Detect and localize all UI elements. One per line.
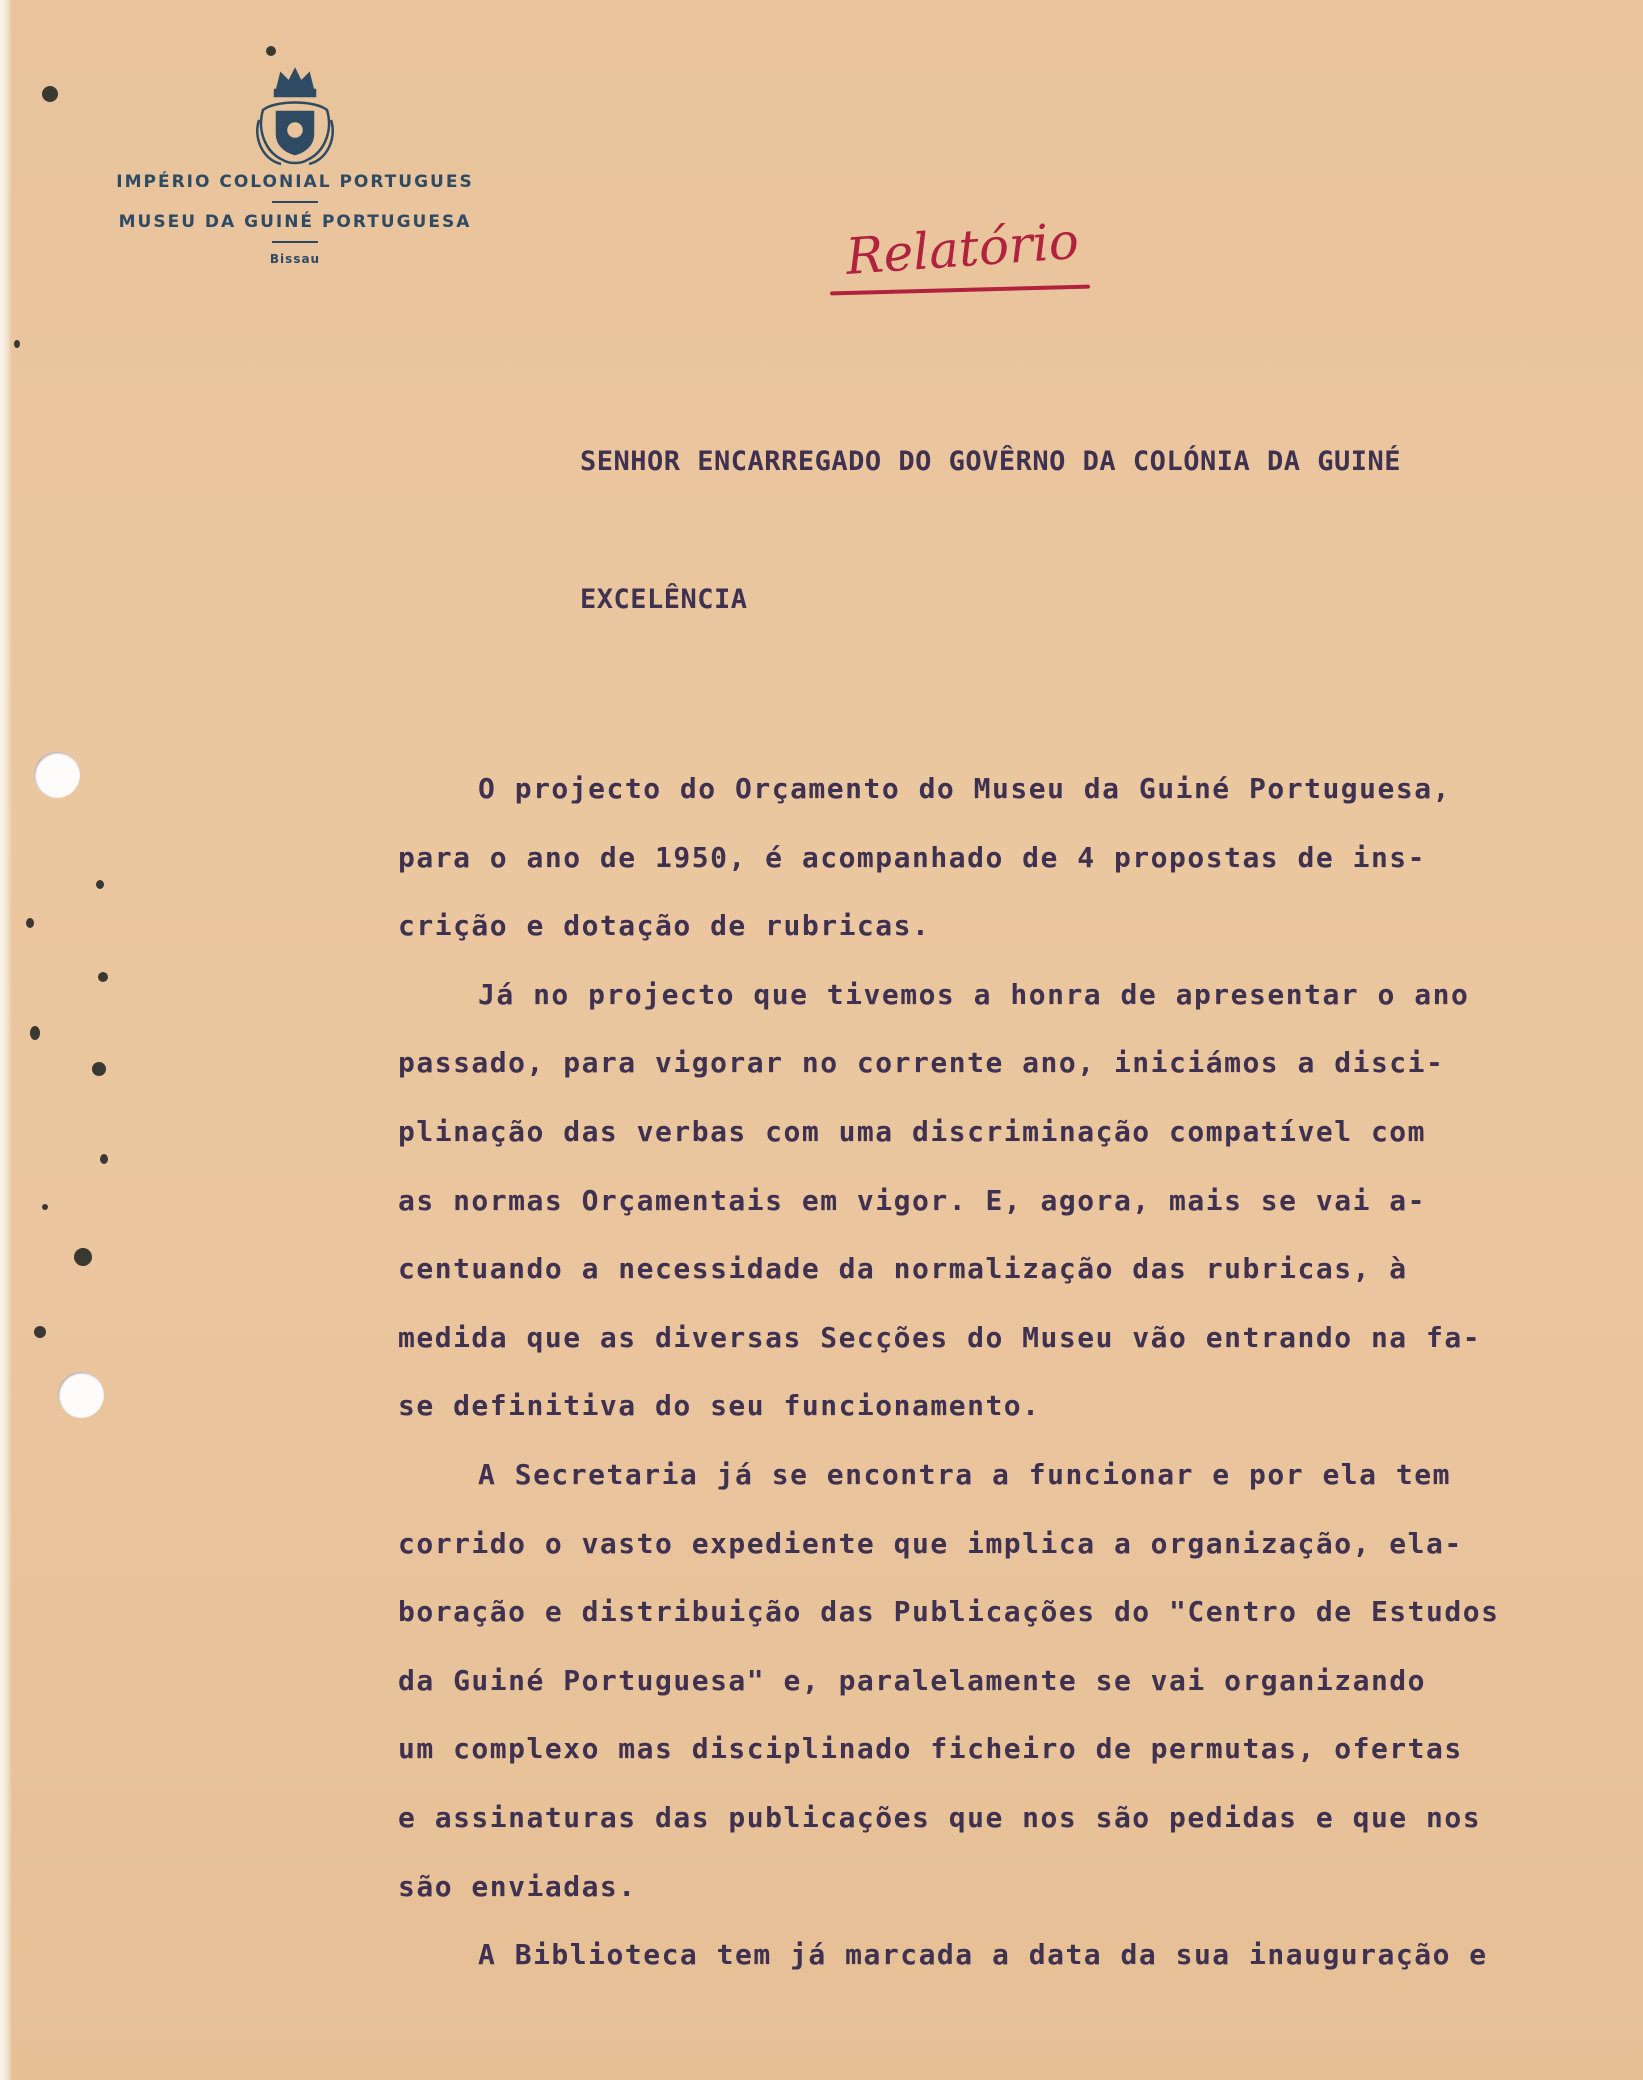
ink-spot	[26, 918, 34, 928]
ink-spot	[98, 972, 108, 982]
body-line: um complexo mas disciplinado ficheiro de permutas, ofertas	[398, 1732, 1463, 1766]
body-line: as normas Orçamentais em vigor. E, agora, mais se vai a-	[398, 1183, 1427, 1217]
handwritten-annotation	[830, 211, 1090, 308]
ink-spot	[74, 1248, 92, 1266]
handwritten-annotation-text: Relatório	[843, 211, 1081, 286]
body-line: boração e distribuição das Publicações do "Centro de Estudos	[398, 1595, 1500, 1629]
body-line: se definitiva do seu funcionamento.	[398, 1389, 1041, 1423]
body-line: Já no projecto que tivemos a honra de apresentar o ano	[478, 977, 1470, 1011]
letter-body	[398, 755, 1608, 1990]
body-line: crição e dotação de rubricas.	[398, 909, 931, 943]
body-line: passado, para vigorar no corrente ano, iniciámos a disci-	[398, 1046, 1445, 1080]
greeting: EXCELÊNCIA	[580, 584, 748, 615]
punch-hole-top	[34, 752, 80, 798]
body-line: medida que as diversas Secções do Museu vão entrando na fa-	[398, 1320, 1482, 1354]
body-line: da Guiné Portuguesa" e, paralelamente se vai organizando	[398, 1663, 1427, 1697]
body-line: plinação das verbas com uma discriminação compatível com	[398, 1114, 1427, 1148]
ink-spot	[92, 1062, 106, 1076]
ink-spot	[42, 86, 58, 102]
body-line: A Biblioteca tem já marcada a data da sua inauguração e	[478, 1938, 1488, 1972]
letterhead	[60, 60, 530, 266]
body-line: e assinaturas das publicações que nos são pedidas e que nos	[398, 1800, 1482, 1834]
body-line: O projecto do Orçamento do Museu da Guiné Portuguesa,	[478, 772, 1451, 805]
punch-hole-bottom	[58, 1372, 104, 1418]
body-line: A Secretaria já se encontra a funcionar e por ela tem	[478, 1457, 1451, 1491]
paper-left-edge	[0, 0, 12, 2080]
body-line: são enviadas.	[398, 1869, 637, 1903]
salutation: SENHOR ENCARREGADO DO GOVÊRNO DA COLÓNIA DA GUINÉ	[580, 446, 1402, 477]
portuguese-coat-of-arms-icon	[255, 60, 335, 170]
handwritten-underline	[830, 285, 1090, 296]
letterhead-museum-line: MUSEU DA GUINÉ PORTUGUESA	[118, 212, 472, 232]
body-line: para o ano de 1950, é acompanhado de 4 propostas de ins-	[398, 840, 1427, 874]
letterhead-divider	[272, 201, 318, 203]
ink-spot	[100, 1154, 108, 1164]
ink-spot	[96, 880, 104, 889]
letterhead-city-line: Bissau	[269, 252, 321, 266]
ink-spot	[30, 1026, 40, 1040]
letterhead-empire-line: IMPÉRIO COLONIAL PORTUGUES	[116, 172, 474, 192]
ink-spot	[42, 1204, 48, 1210]
ink-spot	[266, 46, 276, 56]
ink-spot	[34, 1326, 46, 1338]
letterhead-divider	[272, 241, 318, 243]
body-line: centuando a necessidade da normalização das rubricas, à	[398, 1252, 1408, 1286]
ink-spot	[14, 340, 20, 348]
body-line: corrido o vasto expediente que implica a organização, ela-	[398, 1526, 1463, 1560]
